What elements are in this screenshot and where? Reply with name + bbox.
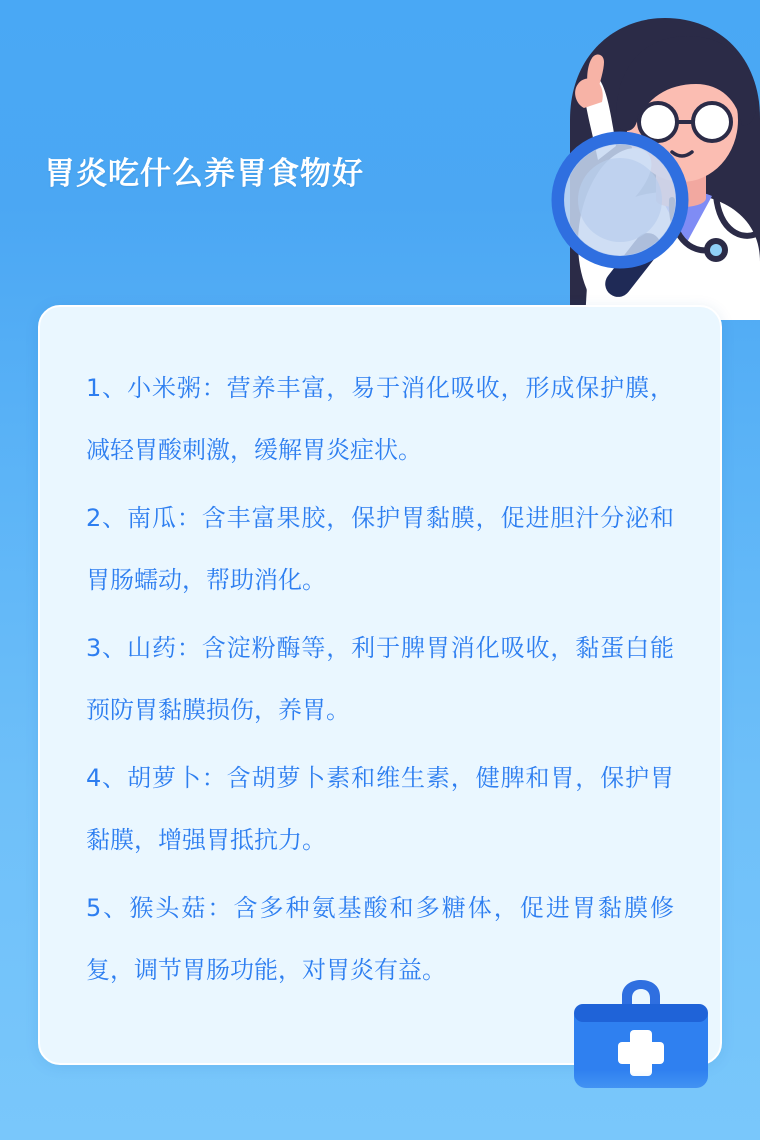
list-item: 3、山药：含淀粉酶等，利于脾胃消化吸收，黏蛋白能预防胃黏膜损伤，养胃。: [86, 634, 674, 724]
page-title: 胃炎吃什么养胃食物好: [44, 156, 364, 191]
list-item: 5、猴头菇：含多种氨基酸和多糖体，促进胃黏膜修复，调节胃肠功能，对胃炎有益。: [86, 894, 674, 984]
doctor-illustration: [420, 0, 760, 320]
list-item: 1、小米粥：营养丰富，易于消化吸收，形成保护膜，减轻胃酸刺激，缓解胃炎症状。: [86, 374, 674, 464]
first-aid-kit-icon: [568, 974, 714, 1094]
content-card: [38, 305, 722, 1065]
content-list: [40, 307, 720, 1027]
list-item: 2、南瓜：含丰富果胶，保护胃黏膜，促进胆汁分泌和胃肠蠕动，帮助消化。: [86, 504, 674, 594]
list-item: 4、胡萝卜：含胡萝卜素和维生素，健脾和胃，保护胃黏膜，增强胃抵抗力。: [86, 764, 674, 854]
